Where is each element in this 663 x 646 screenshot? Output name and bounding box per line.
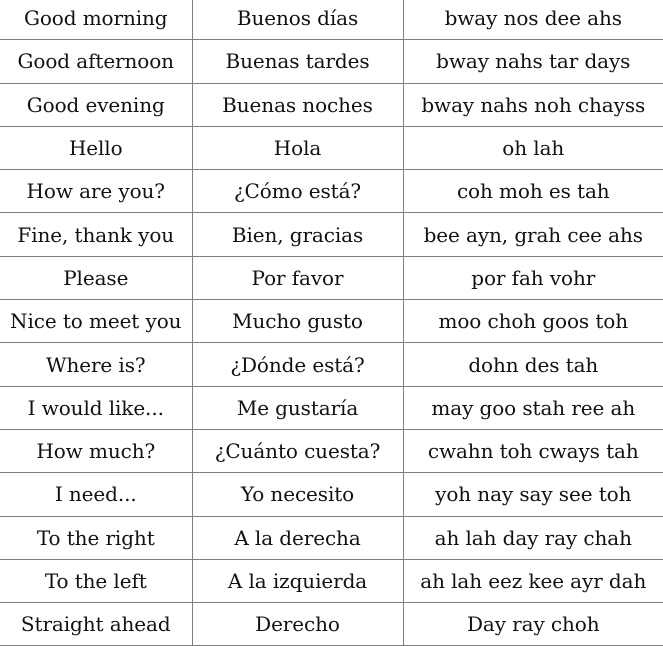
english-phrase-cell: Hello (0, 126, 192, 169)
table-row (0, 0, 663, 40)
table-row (0, 40, 663, 83)
table-row (0, 516, 663, 559)
pronunciation-cell: ah lah day ray chah (403, 516, 663, 559)
pronunciation-cell: bway nahs tar days (403, 40, 663, 83)
spanish-phrase-cell: ¿Cuánto cuesta? (192, 429, 403, 472)
pronunciation-cell: yoh nay say see toh (403, 473, 663, 516)
pronunciation-cell: cwahn toh cways tah (403, 429, 663, 472)
spanish-phrase-cell: Buenos días (192, 0, 403, 40)
english-phrase-cell: Good afternoon (0, 40, 192, 83)
pronunciation-cell: bway nos dee ahs (403, 0, 663, 40)
english-phrase-cell: Good morning (0, 0, 192, 40)
pronunciation-cell: bee ayn, grah cee ahs (403, 213, 663, 256)
spanish-phrase-cell: Me gustaría (192, 386, 403, 429)
table-row (0, 83, 663, 126)
spanish-phrase-cell: ¿Cómo está? (192, 170, 403, 213)
pronunciation-cell: oh lah (403, 126, 663, 169)
english-phrase-cell: Please (0, 256, 192, 299)
table-row (0, 343, 663, 386)
table-row (0, 126, 663, 169)
english-phrase-cell: I need... (0, 473, 192, 516)
spanish-phrase-cell: Buenas noches (192, 83, 403, 126)
english-phrase-cell: To the left (0, 559, 192, 602)
english-phrase-cell: Nice to meet you (0, 300, 192, 343)
english-phrase-cell: How much? (0, 429, 192, 472)
spanish-phrase-cell: Mucho gusto (192, 300, 403, 343)
english-phrase-cell: To the right (0, 516, 192, 559)
spanish-phrase-cell: Derecho (192, 603, 403, 646)
pronunciation-cell: coh moh es tah (403, 170, 663, 213)
english-phrase-cell: Straight ahead (0, 603, 192, 646)
spanish-phrase-cell: ¿Dónde está? (192, 343, 403, 386)
english-phrase-cell: How are you? (0, 170, 192, 213)
english-phrase-cell: I would like... (0, 386, 192, 429)
pronunciation-cell: dohn des tah (403, 343, 663, 386)
pronunciation-cell: moo choh goos toh (403, 300, 663, 343)
english-phrase-cell: Fine, thank you (0, 213, 192, 256)
table-row (0, 559, 663, 602)
spanish-phrase-cell: Por favor (192, 256, 403, 299)
pronunciation-cell: por fah vohr (403, 256, 663, 299)
spanish-phrase-cell: A la izquierda (192, 559, 403, 602)
english-phrase-cell: Good evening (0, 83, 192, 126)
spanish-phrase-cell: A la derecha (192, 516, 403, 559)
spanish-phrase-cell: Hola (192, 126, 403, 169)
table-row (0, 256, 663, 299)
pronunciation-cell: ah lah eez kee ayr dah (403, 559, 663, 602)
english-phrase-cell: Where is? (0, 343, 192, 386)
spanish-phrase-cell: Buenas tardes (192, 40, 403, 83)
table-row (0, 386, 663, 429)
table-row (0, 603, 663, 646)
spanish-phrase-cell: Bien, gracias (192, 213, 403, 256)
spanish-phrase-cell: Yo necesito (192, 473, 403, 516)
table-row (0, 473, 663, 516)
table-row (0, 170, 663, 213)
table-row (0, 213, 663, 256)
table-row (0, 429, 663, 472)
pronunciation-cell: bway nahs noh chayss (403, 83, 663, 126)
pronunciation-cell: Day ray choh (403, 603, 663, 646)
table-row (0, 300, 663, 343)
pronunciation-cell: may goo stah ree ah (403, 386, 663, 429)
